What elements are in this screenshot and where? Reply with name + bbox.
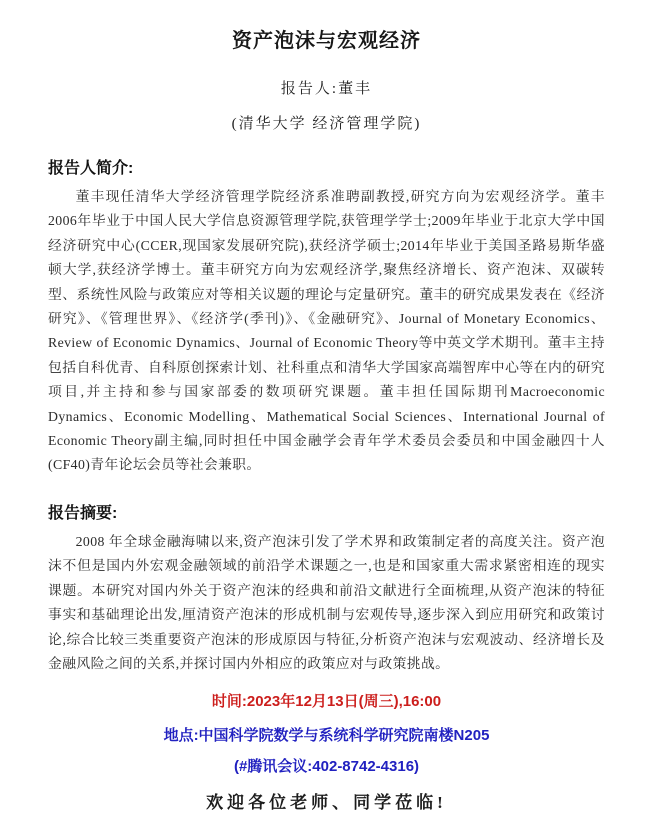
affiliation-line: (清华大学 经济管理学院) <box>231 116 422 132</box>
location-line: 地点:中国科学院数学与系统科学研究院南楼N205 <box>163 727 490 745</box>
time-line: 时间:2023年12月13日(周三),16:00 <box>211 693 442 711</box>
bio-section-heading: 报告人简介: <box>48 160 134 177</box>
page-title: 资产泡沫与宏观经济 <box>232 30 421 52</box>
speaker-line: 报告人:董丰 <box>280 81 373 97</box>
bio-paragraph: 董丰现任清华大学经济管理学院经济系准聘副教授,研究方向为宏观经济学。董丰2006年毕业于中国人民大学信息资源管理学院,获管理学学士;2009年毕业于北京大学中国经济研究中心(CCER,现国家发展研究院),获经济学硕士;2014年毕业于美国圣路易斯华盛顿大学,获经济学博士。董丰研究方向为宏观经济学,聚焦经济增长、资产泡沫、双碳转型、系统性风险与政策应对等相关议题的理论与定量研究。董丰的研究成果发表在《经济研究》、《管理世界》、《经济学(季刊)》、《金融研究》、Journal of Monetary Economics、Review of Economic Dynamics、Journal of Economic Theory等中英文学术期刊。董丰主持包括自科优青、自科原创探索计划、社科重点和清华大学国家高端智库中心等在内的研究项目,并主持和参与国家部委的数项研究课题。董丰担任国际期刊Macroeconomic Dynamics、Economic Modelling、Mathematical Social Sciences、International Journal of Economic Theory副主编,同时担任中国金融学会青年学术委员会委员和中国金融四十人(CF40)青年论坛会员等社会兼职。 <box>48 189 605 473</box>
welcome-line: 欢迎各位老师、同学莅临! <box>206 793 447 813</box>
meeting-id-line: (#腾讯会议:402-8742-4316) <box>233 758 420 776</box>
abstract-section-heading: 报告摘要: <box>48 504 118 522</box>
abstract-paragraph: 2008 年全球金融海啸以来,资产泡沫引发了学术界和政策制定者的高度关注。资产泡沫不但是国内外宏观金融领域的前沿学术课题之一,也是和国家重大需求紧密相连的现实课题。本研究对国内外关于资产泡沫的经典和前沿文献进行全面梳理,从资产泡沫的特征事实和基础理论出发,厘清资产泡沫的形成机制与宏观传导,逐步深入到应用研究和政策讨论,综合比较三类重要资产泡沫的形成原因与特征,分析资产泡沫与宏观波动、经济增长及金融风险之间的关系,并探讨国内外相应的政策应对与政策挑战。 <box>48 533 605 671</box>
